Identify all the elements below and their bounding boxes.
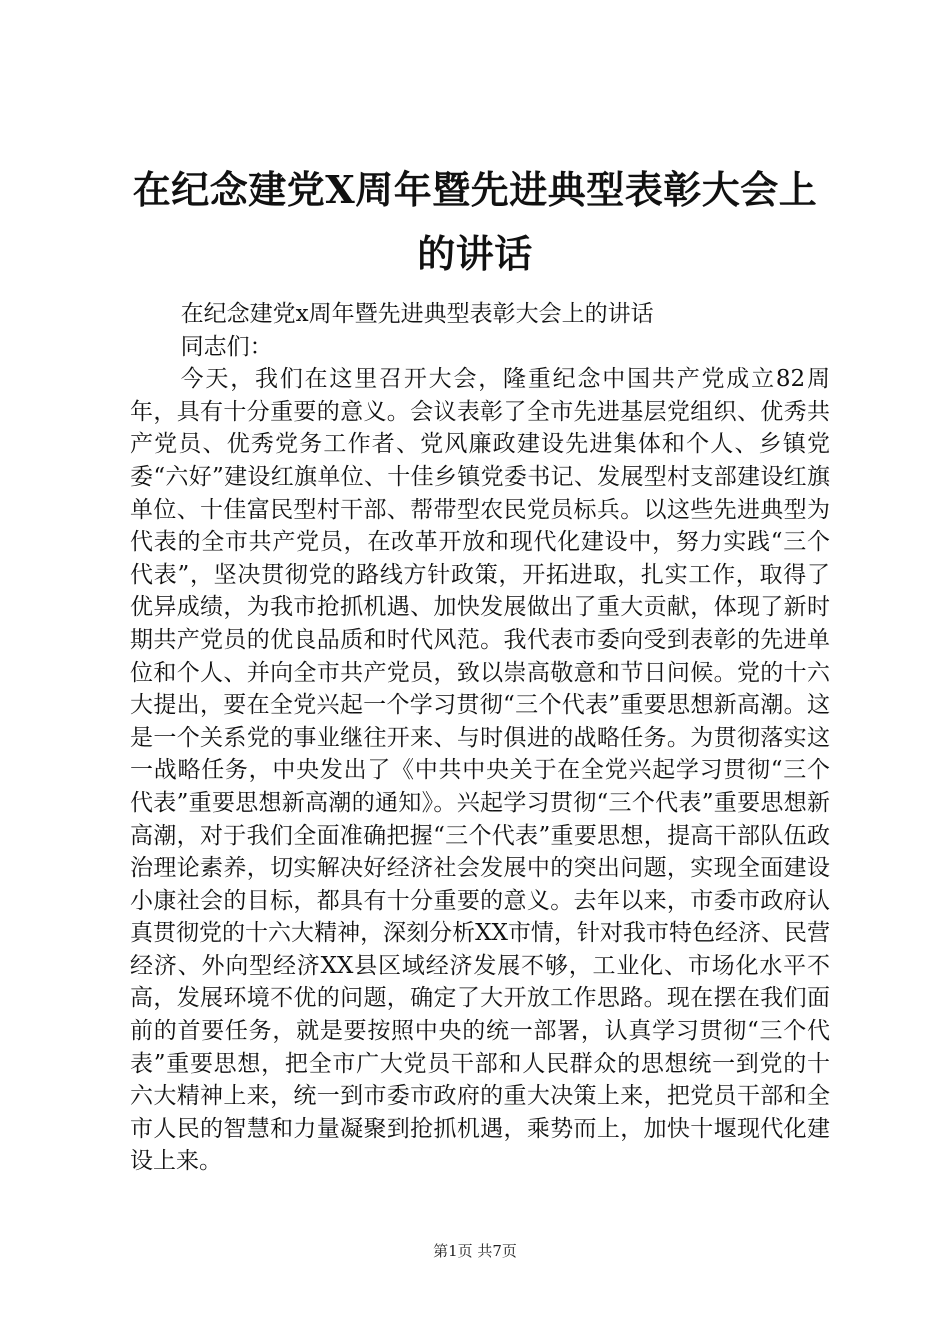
body-paragraph: 今天，我们在这里召开大会，隆重纪念中国共产党成立82周年，具有十分重要的意义。会议表彰了全市先进基层党组织、优秀共产党员、优秀党务工作者、党风廉政建设先进集体和个人、乡镇党委“六好”建设红旗单位、十佳乡镇党委书记、发展型村支部建设红旗单位、十佳富民型村干部、帮带型农民党员标兵。以这些先进典型为代表的全市共产党员，在改革开放和现代化建设中，努力实践“三个代表”，坚决贯彻党的路线方针政策，开拓进取，扎实工作，取得了优异成绩，为我市抢抓机遇、加快发展做出了重大贡献，体现了新时期共产党员的优良品质和时代风范。我代表市委向受到表彰的先进单位和个人、并向全市共产党员，致以崇高敬意和节日问候。党的十六大提出，要在全党兴起一个学习贯彻“三个代表”重要思想新高潮。这是一个关系党的事业继往开来、与时俱进的战略任务。为贯彻落实这一战略任务，中央发出了《中共中央关于在全党兴起学习贯彻“三个代表”重要思想新高潮的通知》。兴起学习贯彻“三个代表”重要思想新高潮，对于我们全面准确把握“三个代表”重要思想，提高干部队伍政治理论素养，切实解决好经济社会发展中的突出问题，实现全面建设小康社会的目标，都具有十分重要的意义。去年以来，市委市政府认真贯彻党的十六大精神，深刻分析XX市情，针对我市特色经济、民营经济、外向型经济XX县区域经济发展不够，工业化、市场化水平不高，发展环境不优的问题，确定了大开放工作思路。现在摆在我们面前的首要任务，就是要按照中央的统一部署，认真学习贯彻“三个代表”重要思想，把全市广大党员干部和人民群众的思想统一到党的十六大精神上来，统一到市委市政府的重大决策上来，把党员干部和全市人民的智慧和力量凝聚到抢抓机遇，乘势而上，加快十堰现代化建设上来。 xyxy=(130,366,830,1175)
document-subtitle: 在纪念建党x周年暨先进典型表彰大会上的讲话 xyxy=(180,301,654,327)
document-title: 在纪念建党X周年暨先进典型表彰大会上的讲话 xyxy=(132,167,818,276)
salutation: 同志们： xyxy=(180,333,273,360)
page-footer: 第1页 共7页 xyxy=(433,1242,517,1260)
document-body xyxy=(130,298,830,1178)
